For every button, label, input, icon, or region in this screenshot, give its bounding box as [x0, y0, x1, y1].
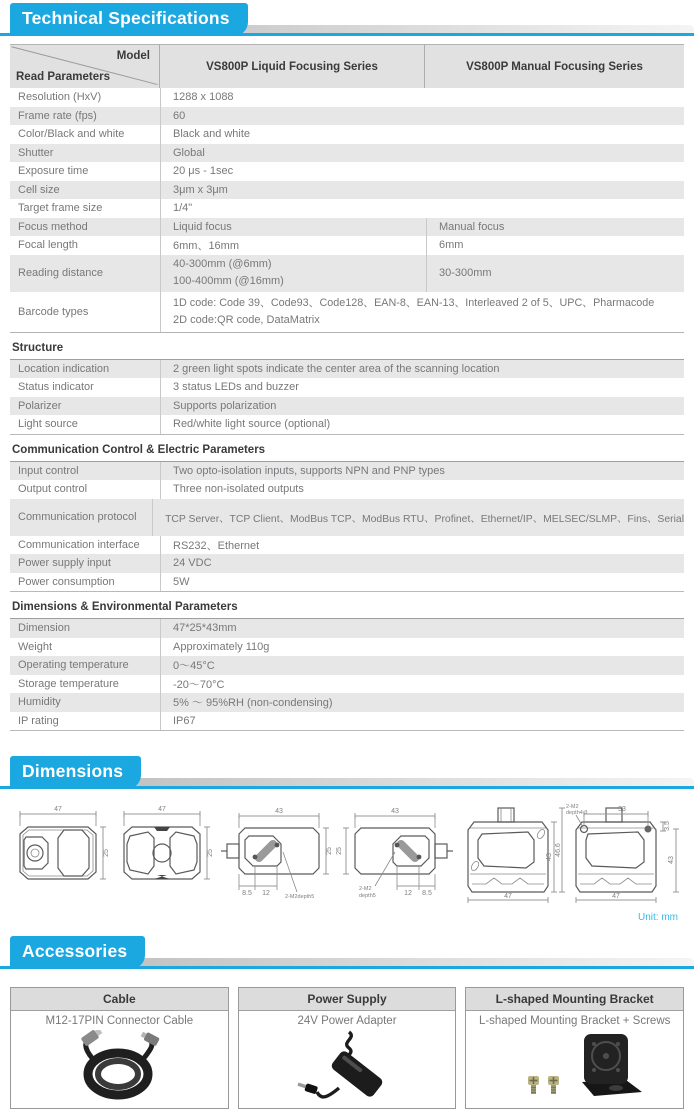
card-label: L-shaped Mounting Bracket + Screws — [478, 1015, 671, 1027]
svg-text:47: 47 — [503, 893, 512, 900]
table-row: Polarizer Supports polarization — [10, 397, 684, 416]
card-label: 24V Power Adapter — [297, 1015, 397, 1027]
group-title-structure: Structure — [10, 333, 684, 359]
diagonal-header-cell — [10, 45, 160, 88]
dimensions-section-head — [0, 753, 694, 790]
svg-text:3.5: 3.5 — [663, 821, 671, 831]
table-row-split: Reading distance 40-300mm (@6mm) 100-400mm (@16mm) 30-300mm — [10, 255, 684, 292]
table-row: Status indicator 3 status LEDs and buzzer — [10, 378, 684, 397]
dimension-drawings — [8, 798, 686, 908]
power-adapter-image — [239, 1028, 456, 1108]
svg-text:43: 43 — [274, 808, 283, 815]
table-row-split: Focal length 6mm、16mm 6mm — [10, 236, 684, 255]
card-header: Cable — [11, 988, 228, 1011]
drawing-front-view-1 — [454, 800, 566, 908]
svg-text:2-M2: 2-M2 — [565, 804, 579, 810]
column-header-liquid-series: VS800P Liquid Focusing Series — [160, 45, 425, 88]
svg-text:12: 12 — [404, 890, 413, 897]
svg-text:25: 25 — [336, 847, 344, 855]
column-header-manual-series: VS800P Manual Focusing Series — [425, 45, 684, 88]
reading-distance-line2: 100-400mm (@16mm) — [173, 275, 284, 287]
spec-table — [10, 44, 684, 731]
table-row-split: Focus method Liquid focus Manual focus — [10, 218, 684, 237]
table-row: Storage temperature -20～70°C — [10, 675, 684, 694]
table-row: Frame rate (fps) 60 — [10, 107, 684, 126]
svg-text:8.5: 8.5 — [422, 890, 433, 897]
table-row: Power supply input 24 VDC — [10, 554, 684, 573]
barcode-2d-line: 2D code:QR code, DataMatrix — [173, 313, 320, 326]
svg-text:33: 33 — [618, 806, 626, 813]
accessories-cards — [10, 987, 684, 1109]
accessory-card-bracket — [465, 987, 684, 1109]
cable-image — [11, 1028, 228, 1108]
svg-text:46.6: 46.6 — [554, 843, 562, 857]
svg-text:25: 25 — [207, 849, 215, 857]
table-row: Input control Two opto-isolation inputs, supports NPN and PNP types — [10, 462, 684, 481]
accessory-card-power-supply — [238, 987, 457, 1109]
table-row: Location indication 2 green light spots indicate the center area of the scanning location — [10, 360, 684, 379]
dimensions-heading: Dimensions — [10, 756, 141, 789]
svg-text:12: 12 — [261, 890, 270, 897]
svg-text:47: 47 — [612, 893, 620, 900]
read-parameters-header-label: Read Parameters — [16, 71, 110, 83]
svg-text:47: 47 — [158, 806, 167, 813]
table-row: Target frame size 1/4" — [10, 199, 684, 218]
tech-spec-section-head — [0, 0, 694, 37]
svg-text:47: 47 — [54, 806, 62, 813]
table-row: Power consumption 5W — [10, 573, 684, 592]
drawing-side-view-right — [335, 800, 453, 908]
tech-spec-heading: Technical Specifications — [10, 3, 248, 36]
accessory-card-cable — [10, 987, 229, 1109]
table-row: Weight Approximately 110g — [10, 638, 684, 657]
spec-table-header — [10, 44, 684, 88]
svg-text:depth4.3: depth4.3 — [565, 810, 588, 816]
card-header: L-shaped Mounting Bracket — [466, 988, 683, 1011]
unit-note: Unit: mm — [638, 912, 678, 923]
svg-text:43: 43 — [391, 808, 400, 815]
svg-text:43: 43 — [545, 853, 553, 861]
svg-text:2-M2depth5: 2-M2depth5 — [284, 894, 315, 900]
barcode-1d-line: 1D code: Code 39、Code93、Code128、EAN-8、EAN-13、Interleaved 2 of 5、UPC、Pharmacode — [173, 296, 655, 309]
table-row: Resolution (HxV) 1288 x 1088 — [10, 88, 684, 107]
drawing-front-view-2 — [566, 800, 686, 908]
model-header-label: Model — [116, 50, 150, 62]
svg-text:25: 25 — [103, 849, 110, 857]
svg-text:43: 43 — [667, 856, 675, 864]
table-row: Shutter Global — [10, 144, 684, 163]
reading-distance-line1: 40-300mm (@6mm) — [173, 258, 272, 270]
table-row: Communication protocol TCP Server、TCP Client、ModBus TCP、ModBus RTU、Profinet、Ethernet/IP、MELSEC/SLMP、Fins、Serial — [10, 499, 684, 536]
svg-text:8.5: 8.5 — [241, 890, 252, 897]
svg-text:25: 25 — [325, 847, 333, 855]
svg-text:2-M2: 2-M2 — [359, 886, 372, 892]
table-row: Dimension 47*25*43mm — [10, 619, 684, 638]
table-row: Communication interface RS232、Ethernet — [10, 536, 684, 555]
drawing-top-view-manual — [110, 800, 220, 908]
table-row: Operating temperature 0～45°C — [10, 656, 684, 675]
table-row: Barcode types 1D code: Code 39、Code93、Code128、EAN-8、EAN-13、Interleaved 2 of 5、UPC、Pharmacode 2D code:QR code, DataMatrix — [10, 292, 684, 332]
accessories-section-head — [0, 933, 694, 970]
bracket-image — [466, 1028, 683, 1108]
heading-shade — [70, 778, 694, 786]
table-row: Output control Three non-isolated outputs — [10, 480, 684, 499]
drawing-side-view-left — [221, 800, 335, 908]
table-row: Light source Red/white light source (optional) — [10, 415, 684, 434]
table-row: IP rating IP67 — [10, 712, 684, 731]
card-label: M12-17PIN Connector Cable — [45, 1015, 194, 1027]
drawing-top-view-liquid — [8, 800, 110, 908]
table-row: Color/Black and white Black and white — [10, 125, 684, 144]
group-title-communication: Communication Control & Electric Parameters — [10, 435, 684, 461]
svg-text:depth5: depth5 — [359, 893, 376, 899]
table-row: Humidity 5% ～ 95%RH (non-condensing) — [10, 693, 684, 712]
heading-shade — [70, 958, 694, 966]
table-row: Exposure time 20 μs - 1sec — [10, 162, 684, 181]
group-title-dimensions-environmental: Dimensions & Environmental Parameters — [10, 592, 684, 618]
accessories-heading: Accessories — [10, 936, 145, 969]
table-row: Cell size 3μm x 3μm — [10, 181, 684, 200]
card-header: Power Supply — [239, 988, 456, 1011]
